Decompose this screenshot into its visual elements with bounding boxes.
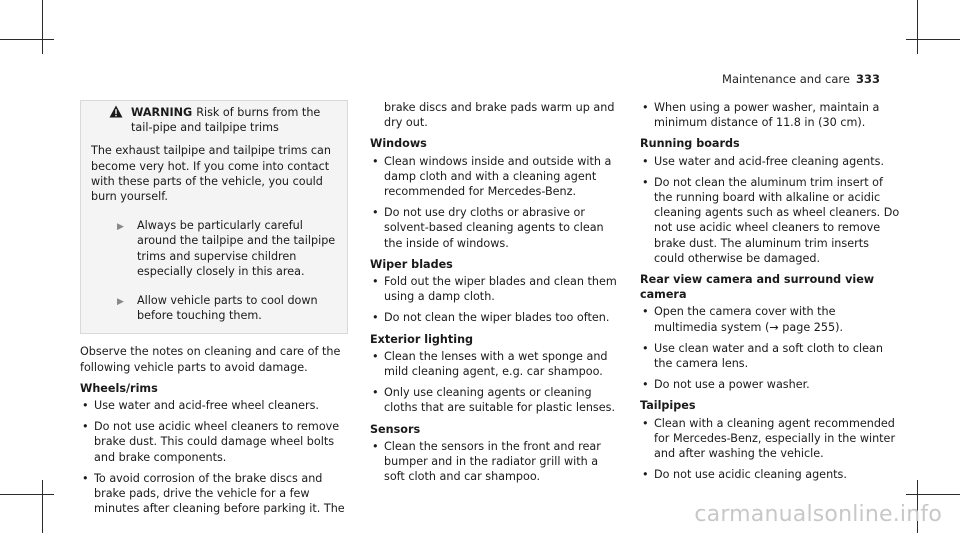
intro-paragraph: Observe the notes on cleaning and care of the following vehicle parts to avoid damage.: [80, 345, 341, 374]
heading-tailpipes: Tailpipes: [640, 399, 696, 413]
list-item-text: Use water and acid-free wheel cleaners.: [94, 399, 319, 413]
list-item-text: Do not use acidic wheel cleaners to remove brake dust. This could damage wheel bolts and brake components.: [94, 420, 340, 464]
list-item-text: Do not clean the aluminum trim insert of the running board with alkaline or acidic cleaning agents such as wheel cleaners. Do not use acidic wheel cleaners to remove brake dust. The aluminum trim inserts could otherwise be damaged.: [654, 175, 900, 265]
list-wheels: [80, 398, 348, 516]
list-wipers: [370, 274, 620, 326]
warning-header: [91, 105, 337, 135]
crop-mark: [0, 494, 54, 495]
column-right: [640, 100, 902, 488]
section-title: Maintenance and care: [722, 72, 850, 86]
warning-action-text: Always be particularly careful around the tailpipe and the tailpipe trims and supervise children especially closely in this area.: [137, 219, 336, 278]
crop-mark: [917, 0, 918, 54]
list-pressure-washer: [640, 100, 902, 130]
list-item: [370, 349, 620, 379]
warning-action-text: Allow vehicle parts to cool down before touching them.: [137, 294, 318, 323]
crop-mark: [42, 0, 43, 54]
crop-mark: [906, 494, 960, 495]
list-windows: [370, 154, 620, 251]
list-item-text: Fold out the wiper blades and clean them using a damp cloth.: [384, 275, 617, 304]
list-item: [640, 154, 902, 169]
list-item-text: Do not use dry cloths or abrasive or solvent-based cleaning agents to clean the inside of windows.: [384, 206, 604, 250]
list-item-text: Do not use acidic cleaning agents.: [654, 468, 847, 482]
bullet-icon: •: [642, 378, 649, 392]
list-item-text: Clean windows inside and outside with a damp cloth and with a cleaning agent recommended for Mercedes-Benz.: [384, 154, 612, 199]
bullet-icon: •: [642, 416, 649, 430]
heading-camera: Rear view camera and surround view camera: [640, 273, 875, 302]
list-item: [370, 385, 620, 415]
heading-wheels: Wheels/rims: [80, 381, 158, 395]
warning-body: The exhaust tailpipe and tailpipe trims can become very hot. If you come into contact with these parts of the vehicle, you could burn yourself.: [91, 144, 331, 204]
list-item: [640, 100, 902, 130]
list-item: [370, 274, 620, 304]
list-item-text: Do not use a power washer.: [654, 378, 810, 392]
heading-running-boards: Running boards: [640, 137, 740, 151]
crop-mark: [0, 39, 54, 40]
list-item: [640, 416, 902, 462]
column-left: [80, 100, 348, 522]
bullet-icon: •: [642, 341, 649, 355]
bullet-icon: •: [372, 154, 379, 168]
list-item-text: Use clean water and a soft cloth to clean the camera lens.: [654, 341, 883, 371]
bullet-icon: •: [82, 399, 89, 413]
heading-sensors: Sensors: [370, 422, 421, 436]
list-item: [370, 439, 620, 485]
list-item-text: Only use cleaning agents or cleaning cloths that are suitable for plastic lenses.: [384, 386, 616, 415]
list-running-boards: [640, 154, 902, 266]
crop-mark: [42, 480, 43, 533]
warning-actions: [91, 218, 337, 323]
list-item: [640, 304, 902, 334]
warning-triangle-icon: [109, 105, 131, 122]
list-item-text: Use water and acid-free cleaning agents.: [654, 154, 885, 168]
list-item: [640, 175, 902, 266]
list-item-text: Open the camera cover with the multimedia system (→ page 255).: [654, 305, 844, 334]
bullet-icon: •: [372, 311, 379, 325]
heading-windows: Windows: [370, 137, 427, 151]
list-lighting: [370, 349, 620, 416]
list-item-text: When using a power washer, maintain a minimum distance of 11.8 in (30 cm).: [654, 101, 880, 130]
crop-mark: [906, 39, 960, 40]
list-sensors: [370, 439, 620, 485]
bullet-icon: •: [372, 439, 379, 453]
list-item: [80, 398, 348, 413]
list-item-text: Clean the lenses with a wet sponge and mild cleaning agent, e.g. car shampoo.: [384, 349, 608, 379]
list-item-text: Clean the sensors in the front and rear bumper and in the radiator grill with a soft cloth and car shampoo.: [384, 439, 601, 484]
bullet-icon: •: [642, 101, 649, 114]
bullet-icon: •: [642, 468, 649, 482]
arrow-right-icon: ▶: [117, 222, 124, 233]
warning-label: WARNING: [131, 106, 193, 119]
list-camera: [640, 304, 902, 392]
list-item: [370, 154, 620, 200]
list-item: [370, 310, 620, 325]
warning-action: [117, 218, 337, 279]
warning-title: Risk of burns from the tail-pipe and tailpipe trims: [131, 106, 321, 135]
watermark: carmanualsonline.info: [694, 502, 942, 527]
bullet-icon: •: [642, 175, 649, 189]
list-item-text: To avoid corrosion of the brake discs and brake pads, drive the vehicle for a few minutes after cleaning before parking it. The: [94, 471, 345, 516]
warning-box: [80, 100, 348, 334]
list-item: [370, 205, 620, 251]
arrow-right-icon: ▶: [117, 297, 124, 308]
bullet-icon: •: [372, 386, 379, 400]
bullet-icon: •: [82, 471, 89, 485]
list-item-text: Do not clean the wiper blades too often.: [384, 311, 610, 325]
warning-action: [117, 293, 337, 323]
list-item-text: Clean with a cleaning agent recommended for Mercedes-Benz, especially in the winter and after washing the vehicle.: [654, 416, 896, 461]
column-middle: [370, 100, 620, 490]
bullet-icon: •: [82, 420, 89, 434]
list-tailpipes: [640, 416, 902, 483]
list-item: [640, 377, 902, 392]
page-number: 333: [855, 72, 880, 86]
list-item: [80, 419, 348, 465]
warning-title-block: [131, 105, 337, 135]
bullet-icon: •: [372, 275, 379, 289]
list-item: [80, 471, 348, 517]
list-item: [640, 341, 902, 371]
list-item: [640, 467, 902, 482]
bullet-icon: •: [642, 305, 649, 319]
heading-lighting: Exterior lighting: [370, 332, 474, 346]
bullet-icon: •: [372, 206, 379, 220]
continued-text: brake discs and brake pads warm up and dry out.: [384, 101, 615, 130]
bullet-icon: •: [642, 154, 649, 168]
heading-wipers: Wiper blades: [370, 257, 453, 271]
bullet-icon: •: [372, 349, 379, 363]
page-header: [722, 72, 880, 86]
